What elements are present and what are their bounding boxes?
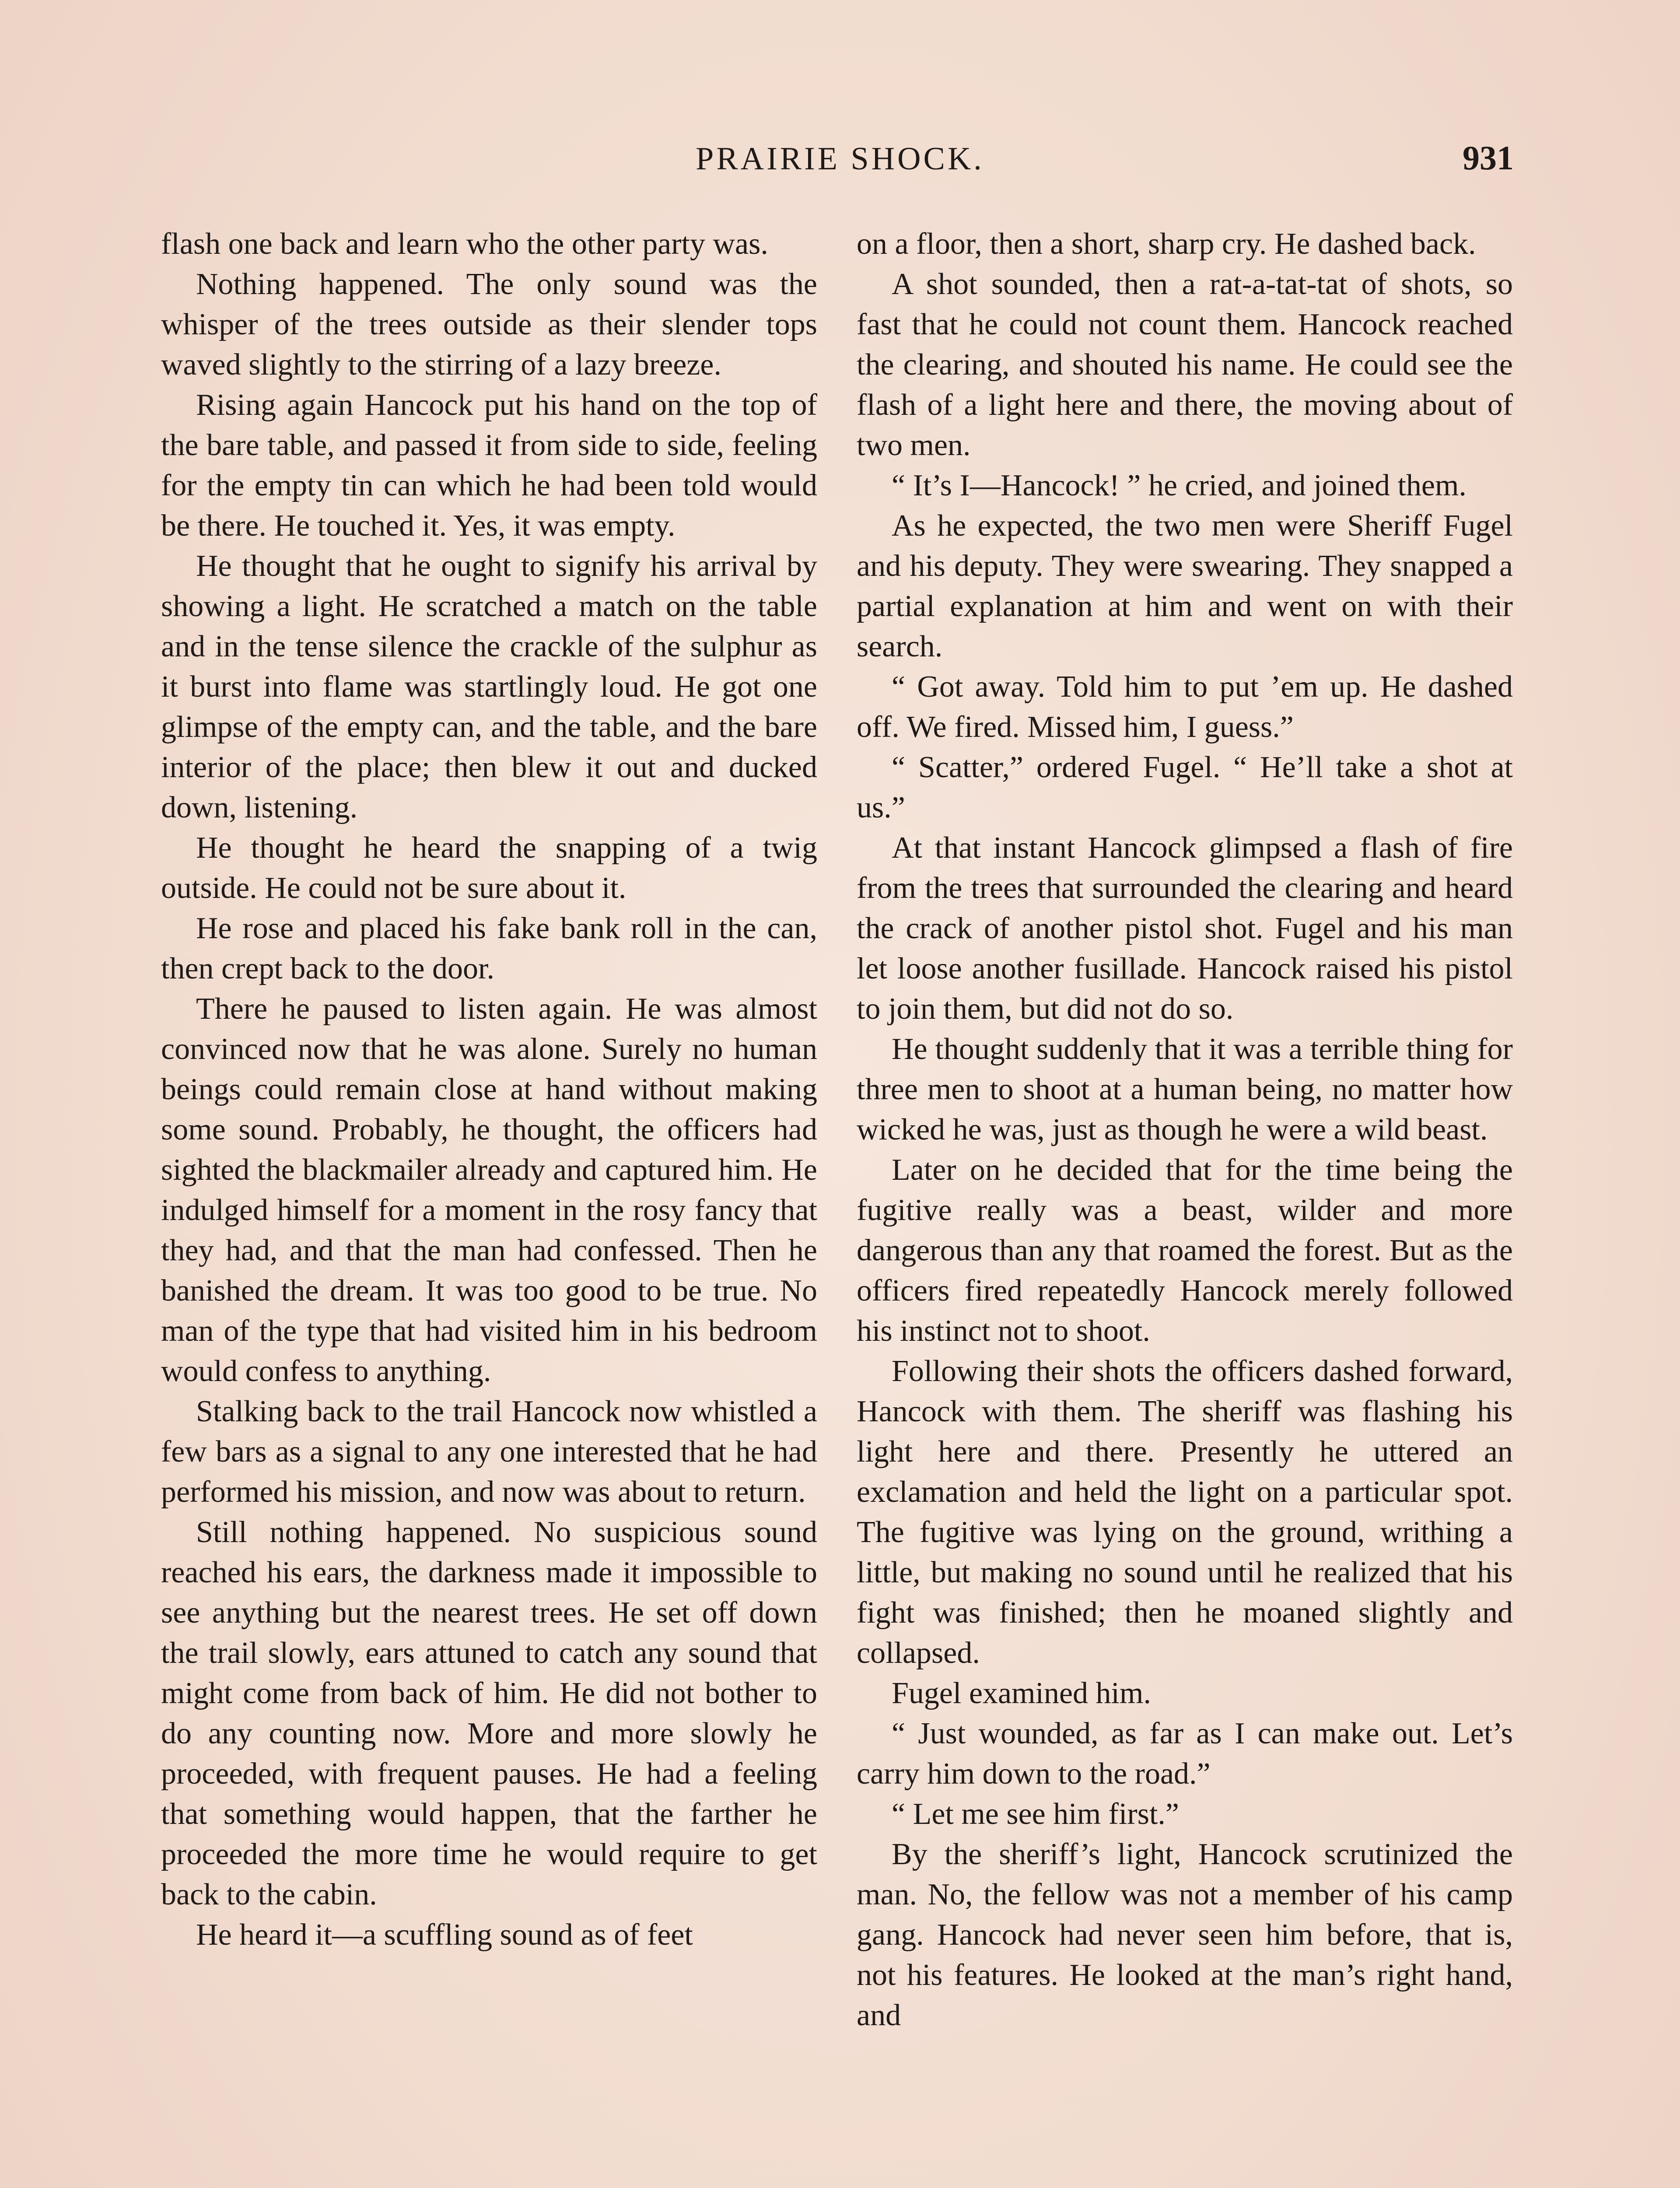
paragraph: “ Just wounded, as far as I can make out. Let’s carry him down to the road.” xyxy=(857,1717,1513,1791)
paragraph: flash one back and learn who the other party was. xyxy=(161,227,768,261)
paragraph: on a floor, then a short, sharp cry. He dashed back. xyxy=(857,227,1476,261)
paragraph: Following their shots the officers dashed forward, Hancock with them. The sheriff was flashing his light here and there. Presently he uttered an exclamation and held the light on a particular spot. The fugitive was lying on the ground, writhing a little, but making no sound until he realized that his fight was finished; then he moaned slightly and collapsed. xyxy=(857,1354,1513,1670)
paragraph: He heard it—a scuffling sound as of feet xyxy=(196,1918,693,1952)
paragraph: He thought he heard the snapping of a twig outside. He could not be sure about it. xyxy=(161,831,817,905)
paragraph: Rising again Hancock put his hand on the top of the bare table, and passed it from side to side, feeling for the empty tin can which he had been told would be there. He touched it. Yes, it was empty. xyxy=(161,388,817,543)
paragraph: As he expected, the two men were Sheriff Fugel and his deputy. They were swearing. They snapped a partial explanation at him and went on with their search. xyxy=(857,509,1513,663)
paragraph: A shot sounded, then a rat-a-tat-tat of shots, so fast that he could not count them. Hancock reached the clearing, and shouted his name. He could see the flash of a light here and there, the moving about of two men. xyxy=(857,267,1513,462)
paragraph: “ It’s I—Hancock! ” he cried, and joined them. xyxy=(892,469,1466,502)
paragraph: At that instant Hancock glimpsed a flash of fire from the trees that surrounded the clearing and heard the crack of another pistol shot. Fugel and his man let loose another fusillade. Hancock raised his pistol to join them, but did not do so. xyxy=(857,831,1513,1026)
paragraph: Later on he decided that for the time being the fugitive really was a beast, wilder and more dangerous than any that roamed the forest. But as the officers fired repeatedly Hancock merely followed his instinct not to shoot. xyxy=(857,1153,1513,1348)
page-number: 931 xyxy=(1463,139,1514,177)
paragraph: He rose and placed his fake bank roll in the can, then crept back to the door. xyxy=(161,912,817,985)
paragraph: Still nothing happened. No suspicious sound reached his ears, the darkness made it impossible to see anything but the nearest trees. He set off down the trail slowly, ears attuned to catch any sound that might come from back of him. He did not bother to do any counting now. More and more slowly he proceeded, with frequent pauses. He had a feeling that something would happen, that the farther he proceeded the more time he would require to get back to the cabin. xyxy=(161,1515,817,1911)
paragraph: By the sheriff’s light, Hancock scrutinized the man. No, the fellow was not a member of his camp gang. Hancock had never seen him before, that is, not his features. He looked at the man’s right hand, and xyxy=(857,1837,1513,2032)
running-title: PRAIRIE SHOCK. xyxy=(696,141,984,177)
paragraph: He thought that he ought to signify his arrival by showing a light. He scratched a match on the table and in the tense silence the crackle of the sulphur as it burst into flame was startlingly loud. He got one glimpse of the empty can, and the table, and the bare interior of the place; then blew it out and ducked down, listening. xyxy=(161,549,817,824)
paragraph: There he paused to listen again. He was almost convinced now that he was alone. Surely no human beings could remain close at hand without making some sound. Probably, he thought, the officers had sighted the blackmailer already and captured him. He indulged himself for a moment in the rosy fancy that they had, and that the man had confessed. Then he banished the dream. It was too good to be true. No man of the type that had visited him in his bedroom would confess to anything. xyxy=(161,992,817,1388)
paragraph: “ Let me see him first.” xyxy=(892,1797,1179,1831)
paragraph: Nothing happened. The only sound was the whisper of the trees outside as their slender tops waved slightly to the stirring of a lazy breeze. xyxy=(161,267,817,382)
paragraph: Fugel examined him. xyxy=(892,1676,1151,1710)
paragraph: Stalking back to the trail Hancock now whistled a few bars as a signal to any one interested that he had performed his mission, and now was about to return. xyxy=(161,1395,817,1509)
paragraph: “ Scatter,” ordered Fugel. “ He’ll take a shot at us.” xyxy=(857,750,1513,824)
left-column xyxy=(161,224,817,1955)
right-column xyxy=(857,224,1513,2036)
paragraph: “ Got away. Told him to put ’em up. He dashed off. We fired. Missed him, I guess.” xyxy=(857,670,1513,744)
paragraph: He thought suddenly that it was a terrible thing for three men to shoot at a human being, no matter how wicked he was, just as though he were a wild beast. xyxy=(857,1032,1513,1147)
